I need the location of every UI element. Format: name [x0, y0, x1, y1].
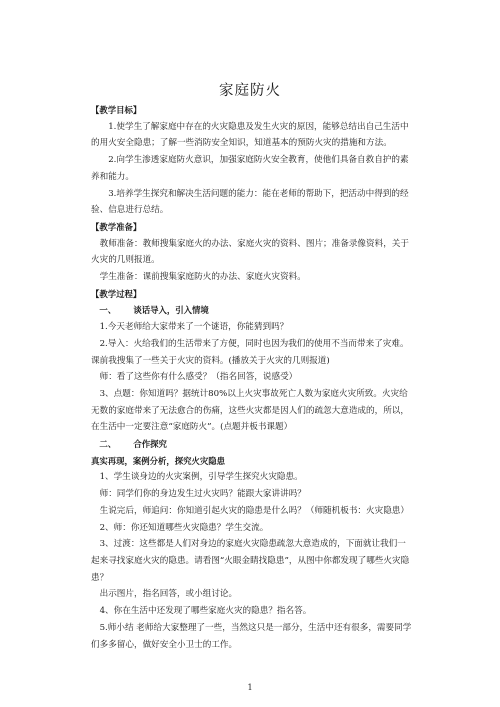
objectives-heading: 【教学目标】 — [91, 105, 142, 115]
objective-item: 3.培养学生探究和解决生活问题的能力：能在老师的帮助下，把活动中得到的经验、信息进行总结。 — [91, 188, 409, 216]
preparation-heading: 【教学准备】 — [91, 221, 142, 232]
section-heading — [91, 302, 413, 319]
process-line: 出示图片，指名回答，或小组讨论。 — [99, 589, 238, 600]
process-line: 1.今天老师给大家带来了一个谜语，你能猜到吗？ — [99, 322, 289, 333]
section-heading — [91, 436, 413, 453]
process-line: 4、你在生活中还发现了哪些家庭火灾的隐患？指名答。 — [99, 606, 312, 617]
process-line: 师：同学们你的身边发生过火灾吗？能跟大家讲讲吗？ — [99, 489, 306, 500]
section-number: 一、 — [99, 305, 117, 316]
objective-item: 1.使学生了解家庭中存在的火灾隐患及发生火灾的原因，能够总结出自己生活中的用火安全隐患；了解一些消防安全知识，知道基本的预防火灾的措施和方法。 — [91, 121, 409, 149]
document-title: 家庭防火 — [219, 83, 281, 99]
process-line: 3、过渡：这些都是人们对身边的家庭火灾隐患疏忽大意造成的，下面就让我们一起来寻找家庭火灾的隐患。请看图“火眼金睛找隐患”，从图中你都发现了哪些火灾隐患？ — [91, 539, 410, 583]
process-line: 3、点题：你知道吗？据统计80%以上火灾事故死亡人数为家庭火灾所致。火灾给无数的家庭带来了无法愈合的伤痛，这些火灾都是因人们的疏忽大意造成的，所以，在生活中一定要注意“家庭防火”。(点题并板书课题） — [91, 388, 409, 433]
document-body — [91, 102, 413, 653]
student-preparation: 学生准备：课前搜集家庭防火的办法、家庭火灾资料。 — [99, 272, 306, 283]
section-subtitle: 真实再现，案例分析，探究火灾隐患 — [91, 455, 225, 466]
section-title: 合作探究 — [133, 439, 167, 450]
process-line: 2.导入：火给我们的生活带来了方便，同时也因为我们的使用不当而带来了灾难。课前我搜集了一些关于火灾的资料。(播放关于火灾的几则报道) — [91, 338, 409, 366]
process-line: 2、师：你还知道哪些火灾隐患？学生交流。 — [99, 522, 269, 533]
section-title: 谈话导入，引入情境 — [133, 305, 209, 316]
page-number: 1 — [247, 683, 253, 692]
process-line: 1、学生谈身边的火灾案例，引导学生探究火灾隐患。 — [99, 472, 303, 483]
process-heading: 【教学过程】 — [91, 288, 142, 299]
process-line: 生说完后，师追问：你知道引起火灾的隐患是什么吗？（师随机板书：火灾隐患） — [99, 505, 409, 516]
process-line: 5.师小结 老师给大家整理了一些，当然这只是一部分，生活中还有很多，需要同学们多多留心，做好安全小卫士的工作。 — [91, 622, 412, 650]
objective-item: 2.向学生渗透家庭防火意识，加强家庭防火安全教育，使他们具备自救自护的素养和能力。 — [91, 155, 409, 182]
process-line: 师：看了这些你有什么感受？（指名回答，说感受） — [99, 372, 298, 383]
teacher-preparation: 教师准备：教师搜集家庭火的办法、家庭火灾的资料、图片；准备录像资料，关于火灾的几则报道。 — [91, 238, 409, 266]
section-number: 二、 — [99, 439, 117, 450]
